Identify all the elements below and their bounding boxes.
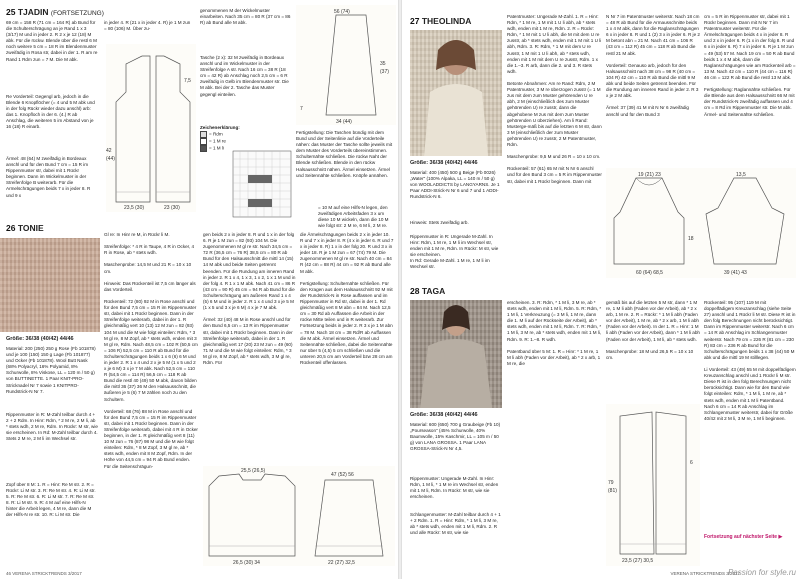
- section-header-26: [6, 221, 44, 235]
- instruction-text: = 10 M auf eine Hilfs-N legen, den zweifädigen Arbeitsfaden 3 x um diese 10 M wickeln, dann die 10 M wie folgt str: 2 M re, 6 M li, 2 M re.: [318, 205, 389, 229]
- instruction-text: Rippenmuster in R: Ungerade M-Zahl. In Hinr: Rdm, 1 M re, 1 M li im Wechsel str, enden mit 1 M re, Rdm. In Rückr: M str, wie sie erscheinen. In Rd: Gerade M-Zahl. 1 M re, 1 M li im Wechsel str.: [410, 234, 499, 270]
- size-label: Größe: 36/38 (40/42) 44/46: [410, 160, 478, 166]
- svg-text:(37): (37): [380, 69, 389, 75]
- knit-symbol-icon: [200, 138, 207, 145]
- svg-text:79: 79: [608, 480, 614, 486]
- instruction-text: Rippenmuster in R: M-Zahl teilbar durch 4 + 2 + 2 Rdm. In Hinr: Rdm, * 2 M re, 2 M li, ab * stets wdh, 2 M re, Rdm. In Rückr: M str, wie sie erscheinen. In Rd: M-Zahl teilbar durch 4. Stets 2 M re, 2 M li im Wechsel str.: [6, 412, 98, 442]
- size-label: Größe: 36/38 (40/42) 44/46: [410, 412, 478, 418]
- section-subtitle: (FORTSETZUNG): [50, 10, 104, 17]
- page-footer: 46 VERENA STRICKTRENDS 3/2017: [6, 571, 82, 576]
- svg-text:22 (27) 32,5: 22 (27) 32,5: [328, 560, 355, 566]
- svg-text:(44): (44): [106, 156, 115, 162]
- svg-text:23,5 (27) 30,5: 23,5 (27) 30,5: [622, 558, 654, 564]
- pattern-schematic-sleeve: [296, 5, 396, 125]
- svg-text:42: 42: [106, 148, 112, 154]
- instruction-text: Tasche (2 x): 32 M zweifädig in Bordeaux anschl und im Wickelmuster in der Streifenfolge A str. Nach 16 cm = 38 R (18 cm = 42 R) ab Anschlag noch 2,5 cm = 6 R zweifädig in Gelb im Blendenmuster str. Die M abk. Bei der 2. Tasche das Muster gegengl einteilen.: [200, 55, 289, 97]
- instruction-text: Fertigstellung: Die Taschen bündig mit dem Bund und der Seitenlinie auf die Vorderteile nähen: das Muster der Tasche sollte jeweils mit dem Muster des Vorderteils übereinstimmen. Schulternähte schließen. Die rückw Naht der Blende schließen. Blende in den rückw Halsausschnitt nähen. Ärmel einsetzen. Ärmel und Seitennähte schließen. Knöpfe annähen.: [296, 130, 393, 178]
- svg-text:26,5 (30) 34: 26,5 (30) 34: [233, 560, 260, 566]
- instruction-text: N Nr 7 im Patentmuster weiterstr. Nach 18 cm = 48 R ab Bund für die Armausschnitte beids 1 x 4 M abk, dann für die Raglanschrägungen 6 x in jeder 8. R und 1 (2) 3 x in jeder 6. R je 2 M betont abn = 21 M. Nach 41 cm = 106 R (43 cm = 112 R) 45 cm = 118 R ab Bund die restl 21 M abk. Vorderteil: Genauso arb, jedoch für den Halsausschnitt nach 38 cm = 98 R (40 cm = 104 R) 42 cm = 110 R ab Bund die mittl 9 M abk und beide Seiten getrennt beenden. Für die Rundung am inneren Rand in jeder 2. R 3 x je 2 M abk. Ärmel: 37 (39) 41 M mit N Nr 6 zweifädig anschl und für den Bund 3: [606, 14, 700, 117]
- left-page: [0, 0, 398, 579]
- svg-text:7,5: 7,5: [184, 78, 191, 84]
- material-text: Material: 400 (450) 500 g Beige (Fb 0026) „Water" (100% Alpaka, LL = 140 m / 50 g) von WOOLADDICTS by LANGYARNS. Je 1 Paar ADDI-Strick-N Nr 6 und 7 und 1 ADDI-Rundstrick-N 6.: [410, 170, 500, 200]
- instruction-text: Rückenteil: 95 (107) 119 M mit doppelfädigem Kreuzanschlag (siehe Seite 27) anschl und 1 Rückr li M str. Diese R ist in den folg Berechnungen nicht berücksichtigt. Dann im Rippenmuster weiterstr. Nach 6 cm = 14 R ab Anschlag im Schlangenmuster weiterstr. Nach 79 cm = 226 R (81 cm = 230 R) 83 cm = 236 R ab Bund für die Schulterschrägungen beids 1 x 38 (44) 50 M abk und die mittl 19 M stilllegen. Li Vorderteil: 43 (49) 55 M mit doppelfädigem Kreuzanschlag anschl und 1 Rückr li M str. Diese R ist in den folg Berechnungen nicht berücksichtigt. Dann wie für den Bund wie folgt einteilen: Rdm, * 1 M li, 1 M re, ab * stets wdh, enden mit 1 M li Patentband. Nach 6 cm = 14 R ab Anschlag im Schlangenmuster weiterstr, dabei für Größe 40/42 mit 2 M li, 3 M re, 1 M li beginnen.: [704, 300, 796, 421]
- section-header-28: [410, 284, 445, 298]
- instruction-text: erscheinen. 3. R: Rdm, * 1 M li, 3 M re, ab * stets wdh, enden mit 1 M li, Rdm. 5. R: Rdm, * 1 M li, 1 Verkreuzung (= 3 M li, 1 M re, dann die 1. M li auf der Rückseite der Arbeit), ab * stets wdh, enden mit 1 M li, Rdm. 7. R: Rdm, * 1 M li, 3 M re, ab * stets wdh, enden mit 1 M li, Rdm. 9. R: 1.–8. R wdh. Patentband über 5 M: 1. R = Hinr: * 1 M re, 1 M li abh (Faden vor der Arbeit), ab * 2 x arb, 1 M re, die: [507, 300, 602, 366]
- svg-text:19 (21) 23: 19 (21) 23: [638, 172, 661, 178]
- pattern-schematic-raglan: [606, 168, 796, 278]
- section-number: 26: [6, 223, 16, 233]
- instruction-text: Ärmel: 48 (64) M zweifädig in Bordeaux anschl und für den Bund 7 cm = 15 R im Rippenmuster str, dabei mit 1 Rückr beginnen. Dann im Wickelmuster in der Streifenfolge B weiterarb. Für die Armelschrägungen beids 7 x in jeder 8. R und 9 x: [6, 156, 91, 198]
- pattern-schematic-cardigan: [606, 404, 700, 566]
- instruction-text: gemäß bis auf die letzten 5 M str, dann * 1 M re, 1 M li abh (Faden vor der Arbeit), ab * 2 x arb, 1 M re. 2. R = Rückr: * 1 M li abh (Faden vor der Arbeit), 1 M re, ab * 2 x arb, 1 M li abh (Faden vor der Arbeit). In der 1. R = Hinr: 1 M li abh (Faden vor der Arbeit), dann * 1 M li abh (Faden vor der Arbeit), 1 M li, ab * stets wdh. Maschenprobe: 18 M und 26,5 R = 10 x 10 cm.: [606, 300, 700, 360]
- legend-item: = 1 M re: [200, 138, 292, 145]
- svg-text:(81): (81): [608, 488, 617, 494]
- instruction-text: Schlangenmuster: M-Zahl teilbar durch 4 + 1 + 2 Rdm. 1. R = Hinr: Rdm, * 1 M li, 3 M re, ab * stets wdh, enden mit 1 M li, Rdm. 2. R und alle Rückr: M str, wie sie: [410, 512, 501, 536]
- legend-item: = Rdm: [200, 131, 292, 138]
- material-text: Material: 200 (250) 250 g Rose (Fb 101878) und je 100 (150) 150 g Lage (Fb 101877) und Ocker (Fb 101878). Wool Butt Nask (68% Polyacryl, 16% Polyamid, 8% Schurwolle, 8% Viskose, LL = 120 m / 50 g) von BUTTINETTE. 1 Paar KNIT-PRO-Stricknadel Nr 7 sowie 1 KNITPRO-Rundstrick-N Nr 7.: [6, 346, 96, 394]
- page-footer: VERENA STRICKTRENDS 3/2017: [670, 571, 740, 576]
- section-title: TONIE: [17, 223, 44, 233]
- section-title: TJADIN: [17, 7, 49, 17]
- svg-text:35: 35: [380, 61, 386, 67]
- taga-photo: [410, 300, 502, 408]
- svg-text:18: 18: [688, 236, 694, 242]
- legend-title: Zeichenerklärung:: [200, 125, 240, 130]
- material-text: Material: 600 (650) 700 g Graubeige (Fb 10) „Pourseason" (45% Schurwolle, 40% Baumwolle, 15% Kaschmir, LL = 105 m / 50 g) von LANA GROSSA. 1 Paar LANA GROSSA-Strick-N Nr 4,5.: [410, 422, 501, 452]
- instruction-text: gen beids 2 x in jeder 8. R und 1 x in der folg 6. R je 1 M zun = 82 (93) 104 M. Die zugenommenen M gl re str. Nach 34,5 cm = 72 R (36,5 cm = 76 R) 38,5 cm = 80 R ab Bund für den Halsausschnitt die mittl 14 (15) 14 M abk und beide Seiten getrennt beenden. Für die Rundung am inneren Rand in jeder 2. R 1 x 4, 1 x 3, 1 x 2, 1 x 1 M und in der folg 4. R 1 x 1 M abk. Nach 41 cm = 86 R (43 cm = 90 R) 45 cm = 94 R ab Bund für die Schulterschrägung am äußeren Rand 1 x 4 (5) 6 M und in jeder 2. R 1 x 4 und 3 x je 5 M (1 x 5 und 3 x je 6 M) 4 x je 7 M abk. Ärmel: 32 (40) 48 M in Rose anschl und für den Bund 6,5 cm = 13 R im Rippenmuster str, dabei mit 1 Rückr beginnen. Dann in der Streifenfolge weiterarb, dabei in der 1. R gleichmäßig vert 17 (20) 23 M zun = 49 (60) 71 M und die M wie folgt einteilen: Rdm, * 3 M gl re, 8 M Zopf, ab * stets wdh, 3 M gl re, Rdm. Für: [203, 232, 296, 365]
- section-header-25: [6, 5, 104, 19]
- theolinda-photo: [410, 30, 502, 156]
- svg-text:25,5 (26,5): 25,5 (26,5): [241, 468, 266, 474]
- instruction-text: Rippenmuster: Ungerade M-Zahl. In Hinr: Rdm, 1 M li, * 1 M re im Wechsel str, enden mit 1 M li, Rdm. In Rückr: M str, wie sie erscheinen.: [410, 476, 499, 500]
- instruction-text: Re Vorderteil: Gegengl arb, jedoch in die Blende 6 Knopflöcher (= 4 und 5 M abk und in der folg Rückr wieder dazu anschl) arb: das 1. Knopfloch in der 6. (4.) R ab Anschlag, die weiteren 5 im Abstand von je 16 (18) R einarb.: [6, 94, 95, 130]
- section-title: TAGA: [421, 286, 446, 296]
- watermark: Passion for style.ru: [727, 568, 796, 577]
- svg-text:6: 6: [690, 460, 693, 466]
- svg-text:13,5: 13,5: [736, 172, 746, 178]
- instruction-text: die Ärmelschrägungen beids 2 x in jeder 10. R und 7 x in jeder 8. R (4 x in jeder 6. R und 7 x in jeder 8. R) 1 x in der folg 20. R und 3 x in jeder 18. R je 1 M zun = 67 (74) 79 M. Die zugenommenen M gl re str. Nach 40 cm = 84 R (42 cm = 88 R) 44 cm = 92 R ab Bund alle M abk. Fertigstellung: Schulternähte schließen. Für den Kragen aus dem Halsausschnitt 92 M mit der Rundstrick-N in Rose auffassen und im Rippenmuster in Rd str, dabei in der 1. Rd gleichmäßig vert 8 M abn = 84 M. Nach 12,5 cm = 30 Rd ab Auffassen die Arbeit in der rückw Mitte teilen und in R weiterarb. Zur Fortsetzung beids in jeder 2. R 3 x je 1 M abn = 78 M. Nach 18 cm = 38 Rd/R ab Auffassen die M abk. Ärmel einsetzen. Ärmel und Seitennähte schließen, dabei die Seitennähte nur über 5 (4,5) 5 cm schließen und die unteren 20,5 cm am Vorderteil bzw 28 cm am Rückenteil offenlassen.: [300, 232, 394, 365]
- section-title: THEOLINDA: [421, 16, 472, 26]
- svg-text:34 (44): 34 (44): [336, 119, 352, 125]
- svg-text:23 (30): 23 (30): [164, 205, 180, 211]
- model-figure-icon: [410, 30, 502, 156]
- section-number: 27: [410, 16, 420, 26]
- legend-item: = 1 M li: [200, 145, 292, 152]
- pattern-schematic-jacket: [104, 42, 198, 214]
- instruction-text: Patentmuster: Ungerade M-Zahl. 1. R = Hinr: Rdm, * 1 M re, 1 M mit 1 U li abh, ab * stets wdh, enden mit 1 M re, Rdm. 2. R = Rückr: Rdm, * 1 M mit 1 U li abh, die M mit dem U re zusstr, ab * stets wdh, enden mit 1 M mit 1 U li abh, Rdm. 3. R: Rdm, * 1 M mit dem U re zusstr, 1 M mit 1 U li abh, ab * stets wdh, enden mit 1 M mit dem U re zusstr, Rdm. 1 x die 1.–3. R arb, dann die 2. und 3. R stets wdh. Betonte Abnahmen: Am re Rand: Rdm, 2 M Patentmuster, 3 M re überzogen zusstr (= 1 M zus mit dem zum Muster gehörenden U re abh, 2 M (einschließlich des zum Muster gehörenden U) re zusstr, dann die abgehobene M zus mit dem zum Muster gehörenden U überziehen). Am li Rand: Musterge-mäß bis auf die letzten 6 M str, dann 3 M (einschließlich der zum Muster gehörenden U) re zusstr, 2 M Patentmuster, Rdm. Maschenprobe: 9,5 M und 26 R = 10 x 10 cm. Rückenteil: 57 (61) 65 M mit N Nr 6 anschl und für den Bund 3 cm = 5 R im Rippenmuster str, dabei mit 1 Rückr beginnen. Dann mit: [507, 14, 602, 184]
- instruction-text: 69 cm = 158 R (71 cm = 164 R) ab Bund für die Schulterschrägung an je Rand 1 x 3 (3/17) M und in jeder 2. R 2 x je 12 (18) M abk. Für die rückw. Blende über die restl 6 M noch weitere 5 cm = 18 R im Blendenmuster zweifädig in Rosa str, dabei in der 1. R am re Rand 1 Rdm zun = 7 M. Die M abk.: [6, 20, 98, 62]
- right-page: [402, 0, 800, 579]
- chart-legend: [200, 125, 292, 152]
- purl-symbol-icon: [200, 145, 207, 152]
- svg-text:39 (41) 43: 39 (41) 43: [724, 270, 747, 276]
- svg-text:7: 7: [300, 106, 303, 112]
- hint-text: Hinweis: Stets zweifädig arb.: [410, 220, 469, 225]
- svg-text:23,5 (30): 23,5 (30): [124, 205, 145, 211]
- svg-text:47 (52) 56: 47 (52) 56: [331, 472, 354, 478]
- tonie-photo: [0, 238, 100, 332]
- continued-link[interactable]: Fortsetzung auf nächster Seite ▶: [704, 534, 783, 540]
- section-number: 25: [6, 7, 16, 17]
- size-label: Größe: 36/38 (40/42) 44/46: [6, 336, 74, 342]
- instruction-text: genommenen M der Wickelmuster einarbeiten. Nach 35 cm = 80 R (37 cm = 86 R) ab Bund alle M abk.: [200, 8, 291, 26]
- model-figure-icon: [410, 300, 502, 408]
- svg-text:60 (64) 68,5: 60 (64) 68,5: [636, 270, 663, 276]
- stitch-chart: [232, 150, 292, 218]
- section-header-27: [410, 14, 471, 28]
- instruction-text: cm = 5 R im Rippenmuster str, dabei mit 1 Rückr beginnen. Dann mit N Nr 7 im Patentmuster weiterstr. Für die Ärmelschrägungen beids 4 x in jeder 8. R und 2 x in jeder 6. R (1 x in der folg 8. R und 6 x in jeder 6. R) 7 x in jeder 6. R je 1 M zun = 49 (53) 57 M. Nach 19 cm = 50 R ab Bund beids 1 x 4 M abk, dann die Raglanschrägungen wie am Rückenteil arb = 13 M. Nach 42 cm = 110 R (44 cm = 116 R) 46 cm = 122 R ab Bund die restl 13 M abk. Fertigstellung: Raglannähte schließen. Für die Blende aus dem Halsausschnitt 66 M mit der Rundstrick-N zweifädig auffassen und 4 cm = 8 Rd im Rippenmuster str. Die M abk. Ärmel- und Seitennähte schließen.: [704, 14, 796, 117]
- selvedge-symbol-icon: [200, 131, 207, 138]
- svg-text:56 (74): 56 (74): [334, 9, 350, 15]
- instruction-text: Zopf über 8 M: 1. R = Hinr: Re M str. 2. R = Rückr: Li M str. 3. R: Re M str. 4. R: Li M str. 5. R: Re M str. 6. R: Li M str. 7. R: Re M str. 8. R: Li M str. 9. R: 4 M auf eine Hilfs-N hinter die Arbeit legen, 4 M re, dann die M der Hilfs-N re str. 10. R: Li M str. Die: [6, 482, 96, 518]
- instruction-text: in jeder 4. R (21 x in jeder 4. R) je 1 M zun = 80 (106) M. Über zu-: [104, 20, 191, 32]
- section-number: 28: [410, 286, 420, 296]
- instruction-text: Gl re: In Hinr re M, in Rückr li M. Streifenfolge: * 4 R in Taupe, 4 R in Ocker, 4 R in Rose, ab * stets wdh. Maschenprobe: 14,5 M und 21 R = 10 x 10 cm. Hinweis: Das Rückenteil ist 7,5 cm länger als das Vorderteil. Rückenteil: 72 (80) 92 M in Rose anschl und für den Bund 7,5 cm = 15 R im Rippenmuster str, dabei mit 1 Rückr beginnen. Dann in der Streifenfolge weiterarb, dabei in der 1. R gleichmäßig vert 10 (13) 12 M zun = 82 (93) 104 M und die M wie folgt einteilen: Rdm, * 3 M gl re, 8 M Zopf, ab * stets wdh, enden mit 3 M gl re, Rdm. Nach 48,5 cm = 102 R (50,5 cm = 106 R) 52,5 cm = 110 R ab Bund für die Schulterschrägungen beids 1 x 6 (6) 6 M und in jeder 2. R 1 x 4 und 2 x je 5 M (1 x 5 und 2 x je 6 M) 3 x je 7 M abk. Nach 52,5 cm = 110 R (54,5 cm = 114 R) 56,5 cm = 118 R ab Bund die restl 40 (49) 50 M abk, davon bilden die mittl 36 (37) 36 M den Halsausschnitt, die äußeren je 5 (6) 7 M zählen noch zu den Schultern. Vorderteil: 68 (76) 88 M in Rose anschl und für den Bund 7,5 cm = 15 R im Rippenmuster str, dabei mit 1 Rückr beginnen. Dann in der Streifenfolge weiterarb, dabei mit 4 R in Ocker beginnen, in der 1. R gleichmäßig vert 8 (11) 10 M zun = 76 (87) 98 M und die M wie folgt einteilen: Rdm, * 8 M Zopf, 3 M gl re, ab * stets wdh, enden mit 8 M Zopf, Rdm. In der Höhe von 44,5 cm = 94 R ab Bund enden. Für die Seitenschrägun-: [104, 232, 198, 469]
- pattern-schematic-sweater: [203, 466, 395, 566]
